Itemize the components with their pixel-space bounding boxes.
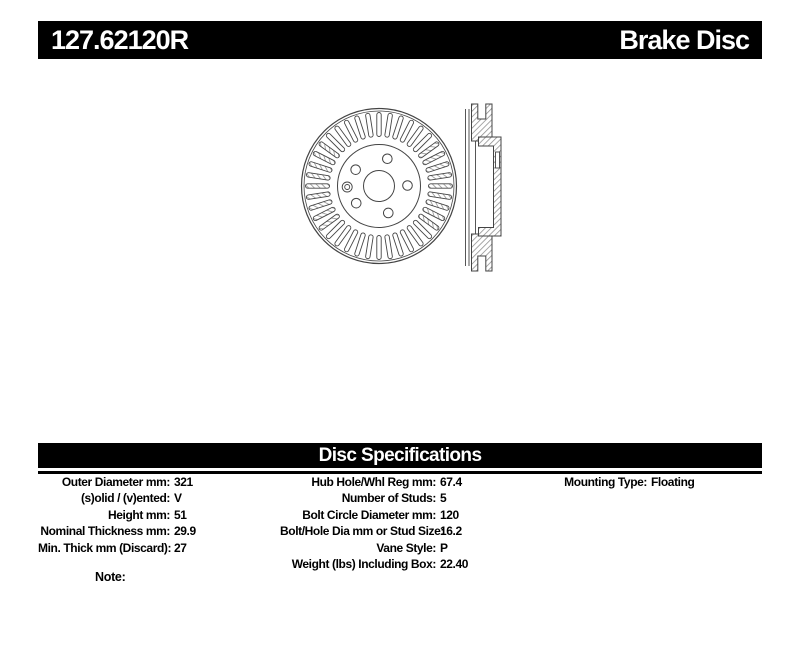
spec-label: Weight (lbs) Including Box: <box>291 556 436 571</box>
spec-label <box>540 556 647 572</box>
set-screw-hole <box>342 182 352 192</box>
spec-value: V <box>174 491 182 506</box>
spec-label: Mounting Type: <box>564 475 647 489</box>
spec-value <box>647 523 762 539</box>
spec-label: Hub Hole/Whl Reg mm: <box>311 475 436 489</box>
spec-section-bar <box>38 443 762 468</box>
spec-label: Number of Studs: <box>341 491 436 506</box>
spec-value <box>647 556 762 572</box>
spec-label: Min. Thick mm (Discard): <box>38 540 172 555</box>
spec-label: Outer Diameter mm: <box>61 475 170 489</box>
bolt-holes <box>351 154 412 218</box>
spec-value: 5 <box>440 491 447 506</box>
spec-value: 16.2 <box>440 524 462 539</box>
spec-label: Vane Style: <box>376 540 436 555</box>
spec-label: Nominal Thickness mm: <box>40 524 170 539</box>
spec-table <box>38 474 762 572</box>
spec-label: Height mm: <box>107 507 170 522</box>
spec-section-title: Disc Specifications <box>318 444 482 466</box>
spec-label: Bolt Circle Diameter mm: <box>302 507 436 522</box>
product-type: Brake Disc <box>619 24 749 55</box>
spec-value <box>647 507 762 523</box>
part-number: 127.62120R <box>51 24 189 55</box>
spec-value: 67.4 <box>440 475 462 489</box>
spec-value: 27 <box>174 540 187 555</box>
brake-disc-drawing <box>280 90 520 290</box>
spec-value: Floating <box>651 475 695 489</box>
brake-disc-cross-section-icon <box>466 104 502 271</box>
spec-value: P <box>440 540 448 555</box>
spec-label: Bolt/Hole Dia mm or Stud Size: <box>280 524 445 539</box>
spec-label <box>540 490 647 506</box>
spec-value: 29.9 <box>174 524 196 539</box>
spec-value <box>170 556 280 572</box>
vane-slots <box>306 113 453 260</box>
spec-label <box>540 540 647 556</box>
header-bar <box>38 21 762 59</box>
spec-value: 22.40 <box>440 556 469 571</box>
spec-label <box>540 507 647 523</box>
spec-value: 51 <box>174 507 187 522</box>
spec-label: (s)olid / (v)ented: <box>80 491 170 506</box>
spec-value <box>647 490 762 506</box>
note-label: Note: <box>95 570 126 584</box>
spec-value: 120 <box>440 507 459 522</box>
spec-label <box>540 523 647 539</box>
brake-disc-front-view-icon <box>302 109 457 264</box>
spec-value: 321 <box>174 475 193 489</box>
spec-value <box>647 540 762 556</box>
